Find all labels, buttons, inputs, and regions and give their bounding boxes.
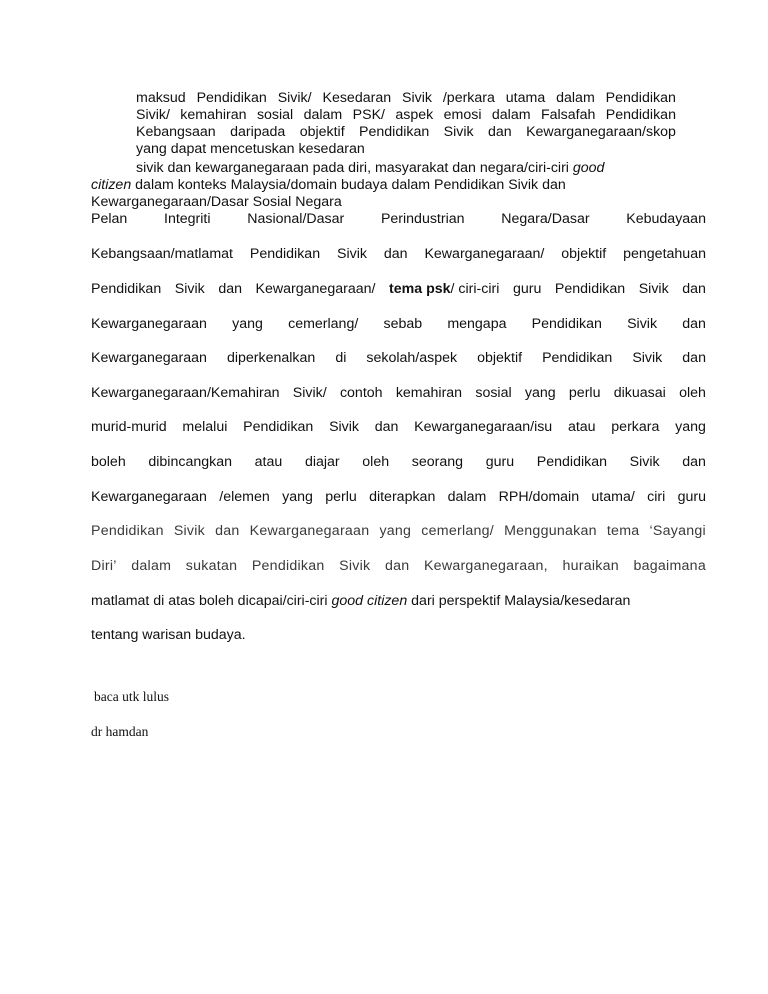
word: Pendidikan bbox=[251, 558, 325, 574]
word: objektif bbox=[299, 124, 345, 140]
word: Pelan bbox=[91, 211, 128, 227]
text-run: dalam konteks Malaysia/domain budaya dalam Pendidikan Sivik dan bbox=[131, 177, 566, 193]
paragraph-line bbox=[91, 558, 706, 575]
word: Pendidikan bbox=[605, 107, 676, 123]
paragraph-line bbox=[91, 523, 706, 540]
word: tema bbox=[606, 523, 640, 539]
paragraph-line bbox=[91, 385, 706, 402]
word: dikuasai bbox=[613, 385, 666, 401]
word: dalam bbox=[556, 90, 595, 106]
word: Sivik bbox=[627, 316, 658, 332]
word: contoh bbox=[339, 385, 383, 401]
text-run: sivik dan kewarganegaraan pada diri, masyarakat dan negara/ciri-ciri bbox=[136, 160, 573, 176]
paragraph-line: yang dapat mencetuskan kesedaran bbox=[136, 141, 365, 157]
word: yang bbox=[524, 385, 556, 401]
word: Pendidikan bbox=[536, 454, 607, 470]
word: Pendidikan bbox=[359, 124, 430, 140]
word: objektif bbox=[561, 246, 607, 262]
paragraph-line: Kewarganegaraan/Dasar Sosial Negara bbox=[91, 194, 342, 210]
word: daripada bbox=[230, 124, 286, 140]
word: dan bbox=[374, 419, 399, 435]
word: Kewarganegaraan bbox=[91, 350, 207, 366]
text-run: matlamat di atas boleh dicapai/ciri-ciri bbox=[91, 593, 332, 609]
word: kemahiran bbox=[180, 107, 247, 123]
word: Sivik/ bbox=[292, 385, 327, 401]
word: dan bbox=[215, 523, 240, 539]
italic-text: good bbox=[572, 160, 605, 176]
word: yang bbox=[282, 489, 313, 505]
word bbox=[389, 281, 499, 298]
word: Falsafah bbox=[540, 107, 596, 123]
word: Sivik bbox=[638, 281, 669, 297]
word: sekolah/aspek bbox=[366, 350, 458, 366]
word: dalam bbox=[303, 107, 343, 123]
word: maksud bbox=[136, 90, 186, 106]
word: perlu bbox=[325, 489, 357, 505]
word: Kewarganegaraan bbox=[91, 489, 207, 505]
paragraph-line bbox=[91, 316, 706, 333]
word: guru bbox=[485, 454, 515, 470]
word: Kewarganegaraan bbox=[249, 523, 370, 539]
word: dibincangkan bbox=[148, 454, 232, 470]
word: Pendidikan bbox=[91, 523, 164, 539]
paragraph-line bbox=[91, 246, 706, 263]
word: Pendidikan bbox=[196, 90, 267, 106]
word: utama/ bbox=[591, 489, 635, 505]
word: /perkara bbox=[442, 90, 495, 106]
word: yang bbox=[379, 523, 412, 539]
word: Kebangsaan/matlamat bbox=[91, 246, 233, 262]
text-run: dari perspektif Malaysia/kesedaran bbox=[407, 593, 631, 609]
word: oleh bbox=[679, 385, 706, 401]
author-name: dr hamdan bbox=[91, 724, 149, 739]
word: dan bbox=[218, 281, 242, 297]
word: Kewarganegaraan/ bbox=[255, 281, 376, 297]
word: Pendidikan bbox=[91, 281, 162, 297]
word: pengetahuan bbox=[623, 246, 706, 262]
word: / ciri-ciri bbox=[450, 281, 500, 297]
word: Kewarganegaraan/isu bbox=[414, 419, 553, 435]
word: Kewarganegaraan, bbox=[423, 558, 548, 574]
italic-text: citizen bbox=[91, 177, 132, 193]
paragraph-line bbox=[91, 489, 706, 506]
word: Negara/Dasar bbox=[501, 211, 590, 227]
word: Perindustrian bbox=[380, 211, 465, 227]
word: atau bbox=[254, 454, 283, 470]
word: dalam bbox=[491, 107, 531, 123]
word: /elemen bbox=[219, 489, 270, 505]
word: Sivik bbox=[329, 419, 360, 435]
word: emosi bbox=[443, 107, 482, 123]
word: oleh bbox=[362, 454, 390, 470]
note-text: baca utk lulus bbox=[94, 689, 169, 704]
word: Integriti bbox=[164, 211, 211, 227]
word: Menggunakan bbox=[504, 523, 597, 539]
paragraph-line bbox=[136, 124, 676, 141]
word: cemerlang/ bbox=[288, 316, 359, 332]
word: Sivik bbox=[632, 350, 663, 366]
word: dan bbox=[682, 350, 706, 366]
word: Nasional/Dasar bbox=[247, 211, 345, 227]
word: guru bbox=[677, 489, 706, 505]
word: aspek bbox=[395, 107, 434, 123]
paragraph-line bbox=[91, 419, 706, 436]
word: Pendidikan bbox=[605, 90, 676, 106]
word: huraikan bbox=[562, 558, 619, 574]
word: dan bbox=[682, 316, 706, 332]
word: diajar bbox=[304, 454, 340, 470]
word: sukatan bbox=[185, 558, 238, 574]
word: dan bbox=[383, 246, 408, 262]
word: yang bbox=[675, 419, 706, 435]
word: yang bbox=[232, 316, 263, 332]
word: Sivik bbox=[174, 281, 205, 297]
paragraph-line bbox=[136, 160, 604, 177]
word: mengapa bbox=[447, 316, 507, 332]
word: Diri’ bbox=[91, 558, 117, 574]
word: sosial bbox=[475, 385, 512, 401]
word: di bbox=[335, 350, 347, 366]
word: sebab bbox=[383, 316, 423, 332]
word: diperkenalkan bbox=[226, 350, 316, 366]
paragraph-line bbox=[136, 90, 676, 107]
word: atau bbox=[567, 419, 596, 435]
word: Sivik bbox=[443, 124, 474, 140]
word: dan bbox=[384, 558, 410, 574]
paragraph-line bbox=[91, 454, 706, 471]
paragraph-line bbox=[136, 107, 676, 124]
word: dan bbox=[682, 281, 706, 297]
word: Sivik bbox=[339, 558, 371, 574]
word: Sivik bbox=[402, 90, 432, 106]
word: seorang bbox=[411, 454, 464, 470]
word: dalam bbox=[447, 489, 487, 505]
paragraph-line bbox=[91, 177, 566, 194]
word: Kewarganegaraan bbox=[91, 316, 207, 332]
word: Kewarganegaraan/skop bbox=[526, 124, 676, 140]
word: Kebangsaan bbox=[136, 124, 216, 140]
word: Pendidikan bbox=[249, 246, 321, 262]
word: Kewarganegaraan/Kemahiran bbox=[91, 385, 280, 401]
bold-text: tema psk bbox=[389, 281, 451, 297]
word: Kebudayaan bbox=[626, 211, 706, 227]
word: Sivik bbox=[629, 454, 660, 470]
word: ciri bbox=[647, 489, 666, 505]
word: RPH/domain bbox=[498, 489, 580, 505]
word: Kewarganegaraan/ bbox=[424, 246, 545, 262]
word: Pendidikan bbox=[554, 281, 626, 297]
word: perlu bbox=[568, 385, 601, 401]
paragraph-line: tentang warisan budaya. bbox=[91, 627, 246, 643]
word: melalui bbox=[182, 419, 228, 435]
word: Sivik/ bbox=[136, 107, 170, 123]
paragraph-line bbox=[91, 211, 706, 228]
word: diterapkan bbox=[369, 489, 436, 505]
word: Sivik bbox=[173, 523, 206, 539]
word: cemerlang/ bbox=[421, 523, 494, 539]
word: murid-murid bbox=[91, 419, 167, 435]
word: sosial bbox=[256, 107, 294, 123]
word: Pendidikan bbox=[243, 419, 314, 435]
word: dalam bbox=[131, 558, 172, 574]
paragraph-line bbox=[91, 350, 706, 367]
word: Kesedaran bbox=[322, 90, 392, 106]
word: dan bbox=[682, 454, 706, 470]
paragraph-line bbox=[91, 281, 706, 298]
word: Sivik bbox=[337, 246, 367, 262]
word: dan bbox=[488, 124, 512, 140]
word: Pendidikan bbox=[531, 316, 602, 332]
word: kemahiran bbox=[395, 385, 463, 401]
word: PSK/ bbox=[352, 107, 385, 123]
word: bagaimana bbox=[633, 558, 706, 574]
word: Sivik/ bbox=[277, 90, 312, 106]
word: Pendidikan bbox=[542, 350, 613, 366]
italic-text: good citizen bbox=[331, 593, 408, 609]
word: objektif bbox=[477, 350, 523, 366]
word: utama bbox=[505, 90, 546, 106]
word: perkara bbox=[611, 419, 660, 435]
word: boleh bbox=[91, 454, 126, 470]
word: ‘Sayangi bbox=[649, 523, 706, 539]
paragraph-line bbox=[91, 593, 630, 610]
word: guru bbox=[512, 281, 542, 297]
